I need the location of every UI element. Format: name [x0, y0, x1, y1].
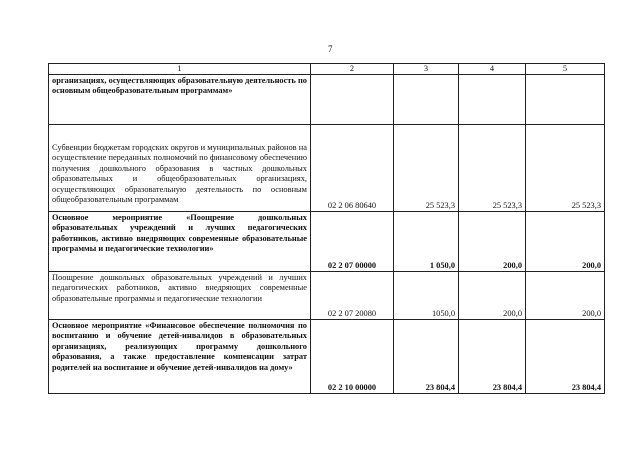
header-cell-3: 3	[394, 64, 459, 75]
row-name: Субвенции бюджетам городских округов и муниципальных районов на осуществление переданных полномочий по финансовому обеспечению получения дошкольного образования в частных дошкольных образовательных и общеобразовательных организациях, осуществляющих образовательную деятельность по основным общеобразовательным программам	[49, 125, 311, 212]
row-value-3	[394, 75, 459, 125]
table-row	[49, 212, 605, 272]
row-value-3: 25 523,3	[394, 125, 459, 212]
row-value-5: 23 804,4	[526, 320, 605, 394]
table-header-row	[49, 64, 605, 75]
row-value-3: 23 804,4	[394, 320, 459, 394]
header-cell-4: 4	[459, 64, 526, 75]
row-value-4	[459, 75, 526, 125]
row-value-4: 200,0	[459, 272, 526, 320]
table-row	[49, 320, 605, 394]
row-name: Основное мероприятие «Поощрение дошкольных образовательных учреждений и лучших педагогических работников, активно внедряющих современные образовательные программы и педагогические технологии»	[49, 212, 311, 272]
header-cell-2: 2	[311, 64, 394, 75]
row-name: Поощрение дошкольных образовательных учреждений и лучших педагогических работников, активно внедряющих современные образовательные программы и педагогические технологии	[49, 272, 311, 320]
row-name: организациях, осуществляющих образовательную деятельность по основным общеобразовательным программам»	[49, 75, 311, 125]
table-row	[49, 272, 605, 320]
budget-table	[48, 63, 605, 394]
row-code	[311, 75, 394, 125]
row-value-3: 1050,0	[394, 272, 459, 320]
row-value-4: 25 523,3	[459, 125, 526, 212]
row-value-4: 200,0	[459, 212, 526, 272]
row-code: 02 2 06 80640	[311, 125, 394, 212]
table-row	[49, 75, 605, 125]
page-number: 7	[328, 44, 333, 54]
table-row	[49, 125, 605, 212]
row-name: Основное мероприятие «Финансовое обеспечение полномочия по воспитанию и обучение детей-инвалидов в образовательных организациях, реализующих программу дошкольного образования, а также предоставление компенсации затрат родителей на воспитание и обучение детей-инвалидов на дому»	[49, 320, 311, 394]
row-value-5: 25 523,3	[526, 125, 605, 212]
header-cell-1: 1	[49, 64, 311, 75]
header-cell-5: 5	[526, 64, 605, 75]
row-value-5	[526, 75, 605, 125]
row-code: 02 2 07 00000	[311, 212, 394, 272]
row-value-5: 200,0	[526, 272, 605, 320]
row-code: 02 2 07 20080	[311, 272, 394, 320]
row-value-4: 23 804,4	[459, 320, 526, 394]
row-value-3: 1 050,0	[394, 212, 459, 272]
row-code: 02 2 10 00000	[311, 320, 394, 394]
row-value-5: 200,0	[526, 212, 605, 272]
